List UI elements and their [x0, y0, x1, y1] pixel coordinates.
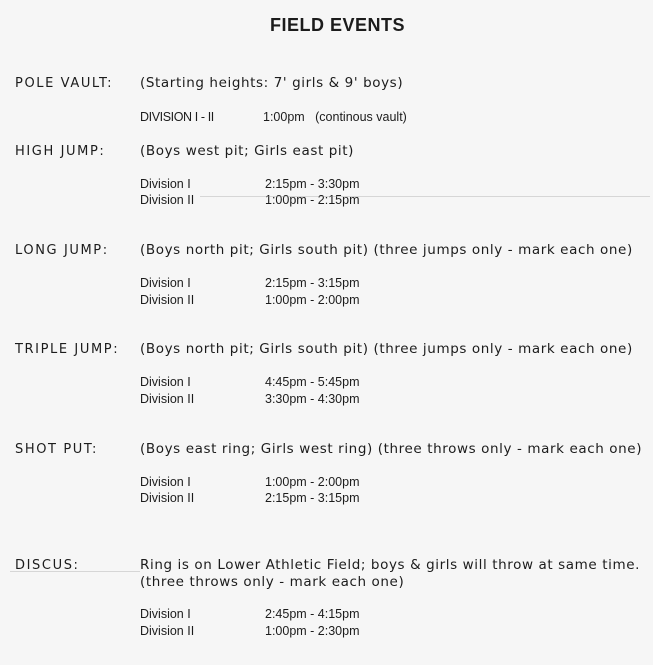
pole-vault-division: DIVISION I - II — [140, 110, 214, 124]
division-label: Division I — [140, 607, 191, 621]
time-range: 1:00pm - 2:00pm — [265, 475, 360, 489]
high-jump-description: (Boys west pit; Girls east pit) — [140, 143, 355, 159]
shot-put-label: SHOT PUT: — [15, 442, 98, 457]
division-label: Division II — [140, 624, 195, 638]
time-range: 2:15pm - 3:15pm — [265, 491, 360, 505]
high-jump-label: HIGH JUMP: — [15, 144, 106, 159]
time-range: 2:45pm - 4:15pm — [265, 607, 360, 621]
time-range: 1:00pm - 2:30pm — [265, 624, 360, 638]
division-label: Division II — [140, 293, 195, 307]
pole-vault-note: (continous vault) — [315, 110, 407, 124]
triple-jump-description: (Boys north pit; Girls south pit) (three jumps only - mark each one) — [140, 341, 633, 357]
discus-description: Ring is on Lower Athletic Field; boys & girls will throw at same time. — [140, 557, 641, 573]
pole-vault-label: POLE VAULT: — [15, 76, 114, 91]
time-range: 1:00pm - 2:15pm — [265, 193, 360, 207]
time-range: 3:30pm - 4:30pm — [265, 392, 360, 406]
division-label: Division II — [140, 392, 195, 406]
long-jump-label: LONG JUMP: — [15, 243, 109, 258]
division-label: Division I — [140, 276, 191, 290]
time-range: 4:45pm - 5:45pm — [265, 375, 360, 389]
shot-put-description: (Boys east ring; Girls west ring) (three throws only - mark each one) — [140, 441, 643, 457]
triple-jump-label: TRIPLE JUMP: — [15, 342, 120, 357]
scan-artifact — [10, 571, 140, 572]
pole-vault-time: 1:00pm (continous vault) — [263, 110, 407, 124]
time-range: 1:00pm - 2:00pm — [265, 293, 360, 307]
scan-artifact — [200, 196, 650, 197]
discus-description-note: (three throws only - mark each one) — [140, 574, 405, 590]
division-label: Division I — [140, 375, 191, 389]
division-label: Division II — [140, 193, 195, 207]
page-title: FIELD EVENTS — [269, 15, 405, 35]
time-range: 2:15pm - 3:15pm — [265, 276, 360, 290]
time-range: 2:15pm - 3:30pm — [265, 177, 360, 191]
division-label: Division I — [140, 177, 191, 191]
division-label: Division I — [140, 475, 191, 489]
pole-vault-description: (Starting heights: 7' girls & 9' boys) — [140, 75, 404, 91]
long-jump-description: (Boys north pit; Girls south pit) (three jumps only - mark each one) — [140, 242, 633, 258]
division-label: Division II — [140, 491, 195, 505]
discus-label: DISCUS: — [15, 558, 80, 573]
